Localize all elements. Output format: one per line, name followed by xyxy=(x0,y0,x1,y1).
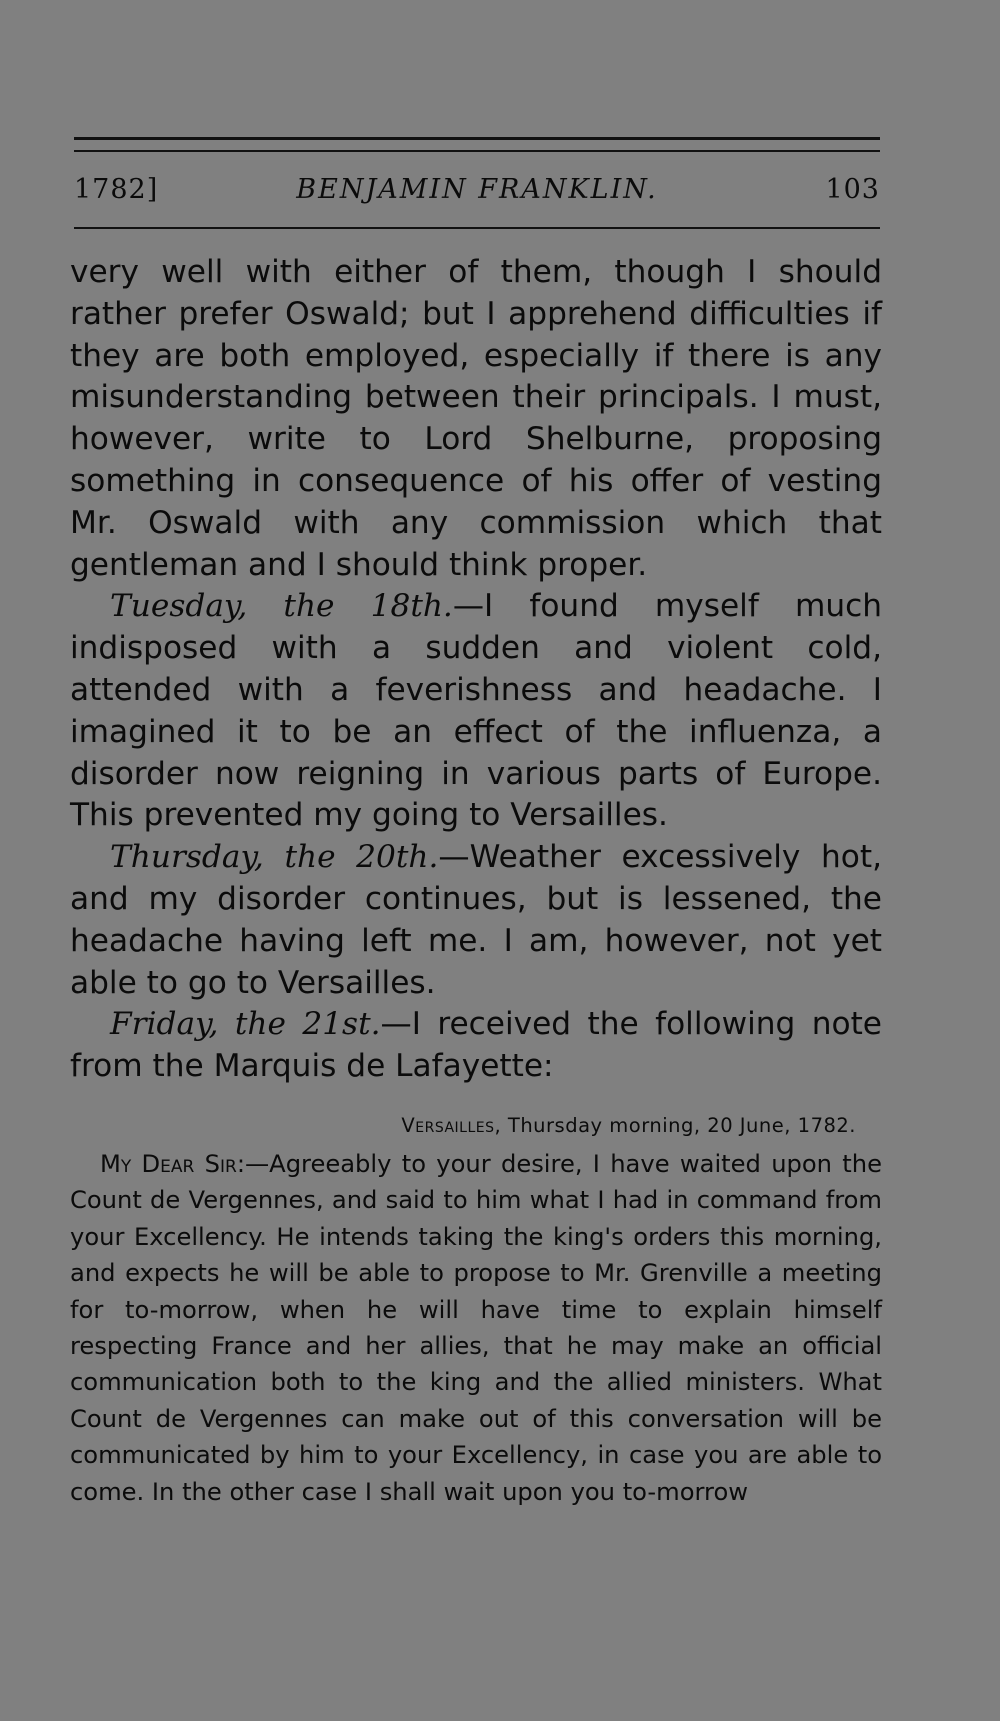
paragraph-thursday xyxy=(70,837,882,1004)
letter-date: Thursday morning, 20 June, 1782. xyxy=(507,1114,856,1137)
header-rule-top xyxy=(74,137,880,140)
header-title: BENJAMIN FRANKLIN. xyxy=(296,174,658,205)
letter-text: —Agreeably to your desire, I have waited upon the Count de Vergennes, and said to him what I had in command from your Excellency. He intends taking the king's orders this morning, and expects he will be able to propose to Mr. Grenville a meeting for to-morrow, when he will have time to explain himself respecting France and her allies, that he may make an official communication both to the king and the allied ministers. What Count de Vergennes can make out of this conversation will be communicated by him to your Excellency, in case you are able to come. In the other case I shall wait upon you to-morrow xyxy=(70,1150,882,1506)
letter-place: Versailles, xyxy=(401,1114,502,1137)
letter-dateline xyxy=(70,1114,856,1137)
entry-date: Thursday, the 20th. xyxy=(110,839,439,876)
letter-salutation: My Dear Sir: xyxy=(100,1150,245,1178)
paragraph-continuation: very well with either of them, though I should rather prefer Oswald; but I apprehend difficulties if they are both employed, especially if there is any misunderstanding between their principals. I must, however, write to Lord Shelburne, proposing something in consequence of his offer of vesting Mr. Oswald with any commission which that gentleman and I should think proper. xyxy=(70,254,882,583)
header-rule-bottom xyxy=(74,227,880,229)
header-rule-top-inner xyxy=(74,150,880,152)
entry-date: Tuesday, the 18th. xyxy=(110,588,453,625)
paragraph-friday xyxy=(70,1004,882,1088)
entry-date: Friday, the 21st. xyxy=(110,1006,381,1043)
entry-text: —I found myself much indisposed with a sudden and violent cold, attended with a feverishness and headache. I imagined it to be an effect of the influenza, a disorder now reigning in various parts of Europe. This prevented my going to Versailles. xyxy=(70,588,883,834)
running-header xyxy=(74,174,880,214)
letter-paragraph xyxy=(70,1146,882,1510)
entry-text: —Weather excessively hot, and my disorder continues, but is lessened, the headache having left me. I am, however, not yet able to go to Versailles. xyxy=(70,839,882,1001)
main-text xyxy=(70,252,882,1088)
quoted-letter xyxy=(70,1146,882,1510)
page-number: 103 xyxy=(825,174,880,205)
paragraph-tuesday xyxy=(70,586,882,837)
header-year: 1782] xyxy=(74,174,159,205)
entry-text: —I received the following note from the Marquis de Lafayette: xyxy=(70,1006,882,1085)
